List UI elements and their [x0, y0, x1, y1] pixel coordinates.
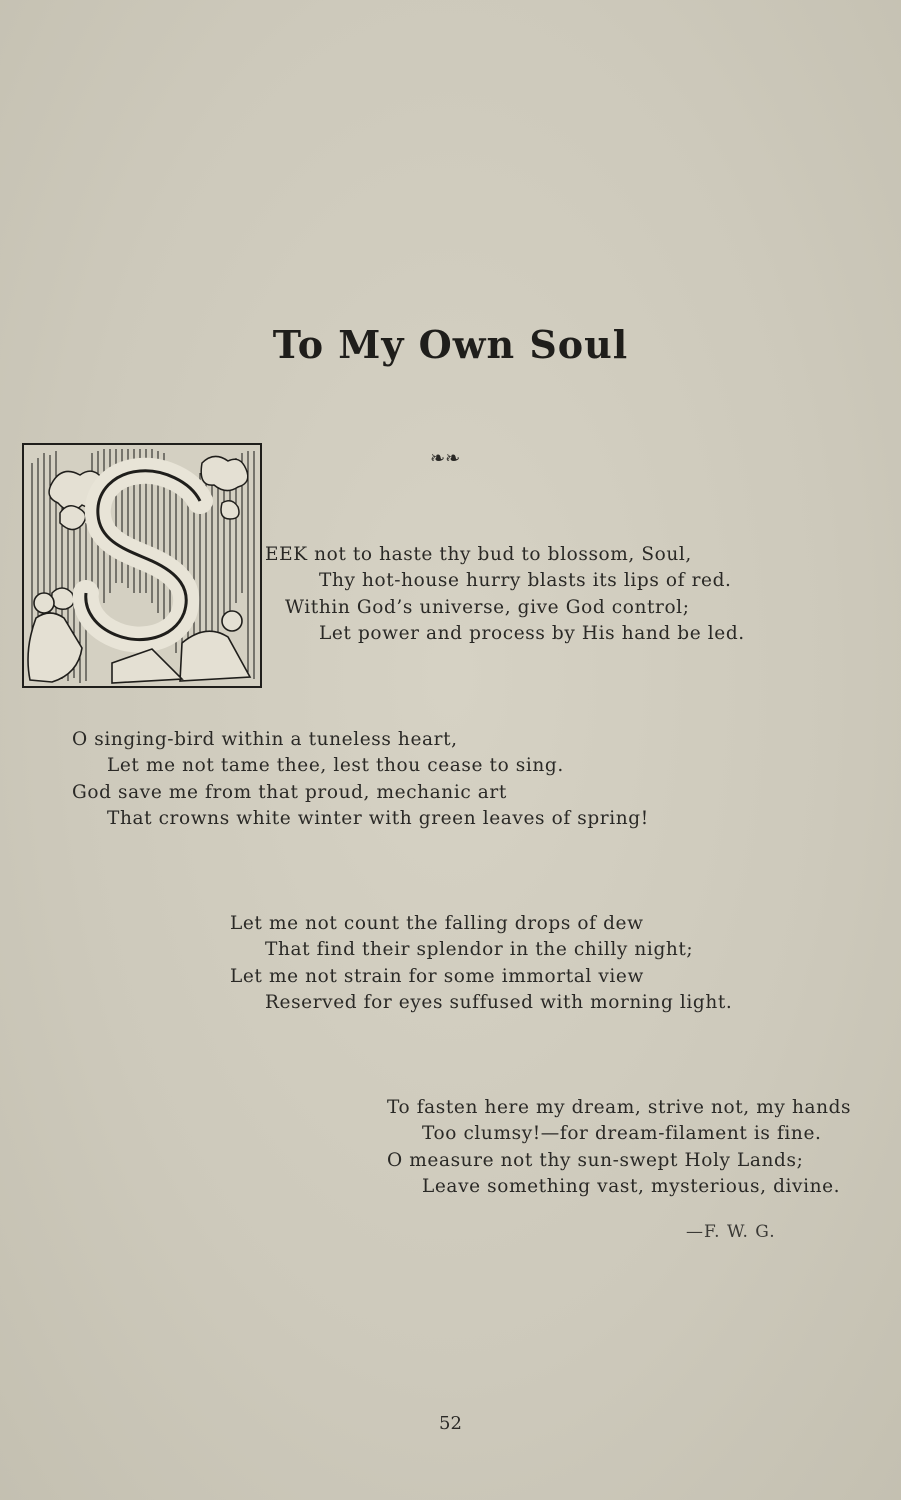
verse-line: That find their splendor in the chilly night; — [265, 939, 694, 961]
verse-line: O singing-bird within a tuneless heart, — [72, 729, 458, 750]
stanza-2 — [72, 727, 649, 832]
verse-line: Reserved for eyes suffused with morning light. — [265, 991, 733, 1013]
verse-line: To fasten here my dream, strive not, my hands — [387, 1097, 852, 1118]
verse-line: Let power and process by His hand be led. — [319, 622, 745, 644]
verse-line: Thy hot-house hurry blasts its lips of red. — [319, 570, 732, 592]
stanza-3 — [230, 911, 732, 1016]
verse-line: Within God’s universe, give God control; — [285, 596, 690, 618]
verse-line: Leave something vast, mysterious, divine. — [422, 1175, 841, 1197]
verse-line: EEK not to haste thy bud to blossom, Soul, — [265, 544, 692, 565]
stanza-4 — [387, 1095, 851, 1200]
fleuron-ornament-icon: ❧❧ — [430, 448, 461, 469]
stanza-1 — [265, 542, 745, 647]
verse-line: Let me not tame thee, lest thou cease to sing. — [107, 755, 564, 777]
verse-line: O measure not thy sun-swept Holy Lands; — [387, 1149, 804, 1171]
poem-title: To My Own Soul — [272, 322, 629, 367]
author-signature: —F. W. G. — [686, 1222, 776, 1242]
decorative-initial-s-icon — [22, 443, 262, 688]
verse-line: Let me not strain for some immortal view — [230, 965, 644, 987]
verse-line: Too clumsy!—for dream-filament is fine. — [422, 1123, 822, 1145]
page-number: 52 — [439, 1413, 462, 1434]
verse-line: God save me from that proud, mechanic art — [72, 781, 507, 803]
verse-line: Let me not count the falling drops of dew — [230, 913, 644, 934]
verse-line: That crowns white winter with green leaves of spring! — [107, 807, 649, 829]
